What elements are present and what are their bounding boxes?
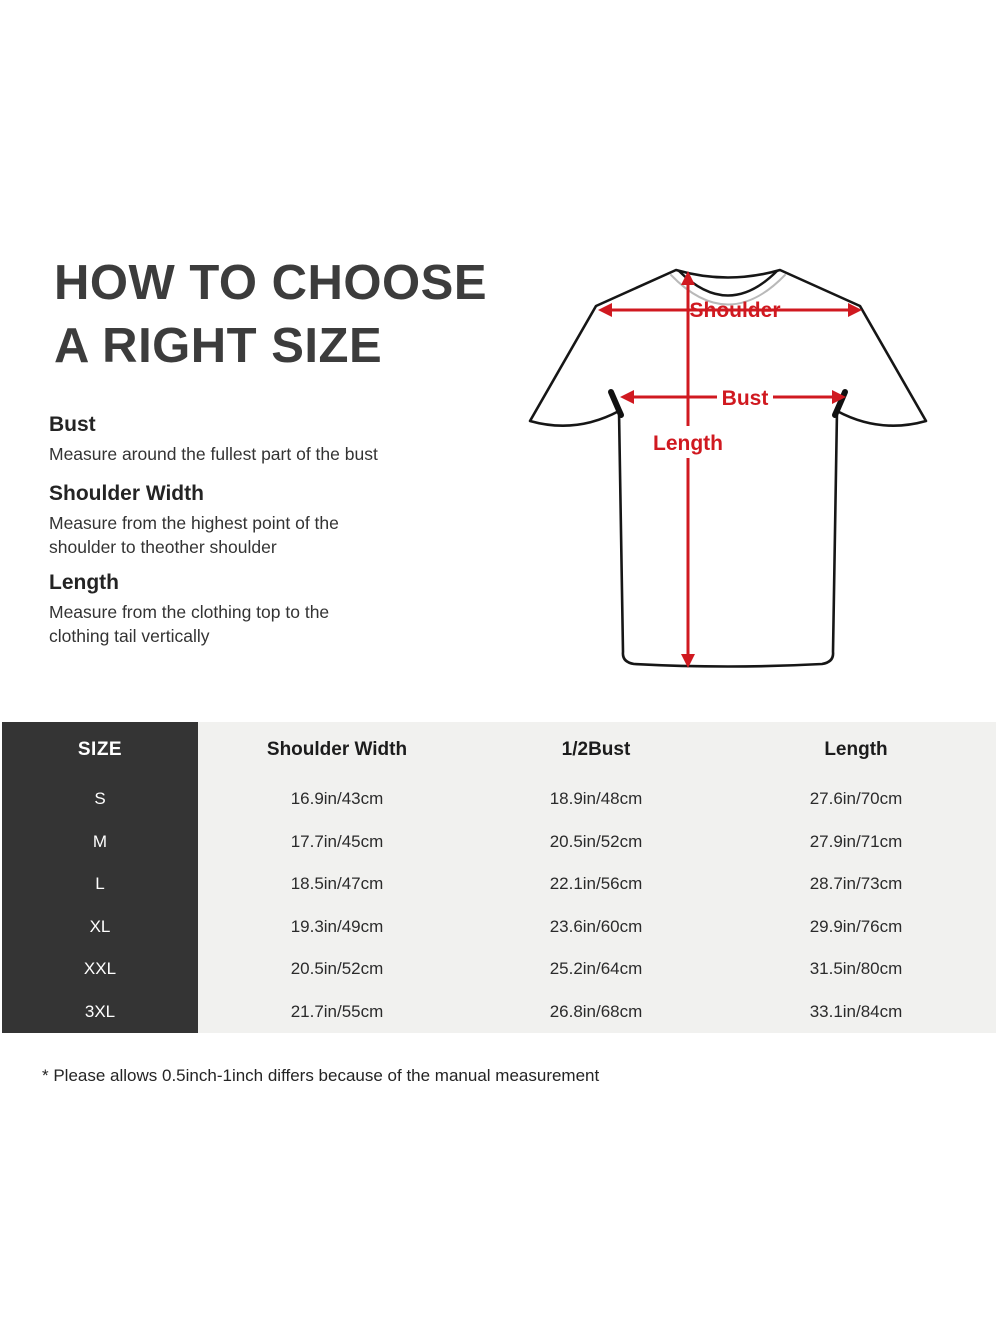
instruction-bust-text: Measure around the fullest part of the bust (49, 444, 378, 464)
size-chart-table (2, 722, 996, 1033)
instruction-length-text-line1: Measure from the clothing top to the (49, 602, 330, 622)
instruction-length-text-line2: clothing tail vertically (49, 626, 210, 646)
row-s-length: 27.6in/70cm (716, 778, 996, 821)
instruction-shoulder-text-line2: shoulder to theother shoulder (49, 537, 277, 557)
tshirt-outline (530, 270, 926, 667)
row-xl-bust: 23.6in/60cm (476, 906, 716, 949)
row-xl-shoulder: 19.3in/49cm (198, 906, 476, 949)
row-l-shoulder: 18.5in/47cm (198, 863, 476, 906)
row-xl-length: 29.9in/76cm (716, 906, 996, 949)
bust-arrow-label: Bust (721, 387, 769, 410)
row-s-bust: 18.9in/48cm (476, 778, 716, 821)
row-m-shoulder: 17.7in/45cm (198, 821, 476, 864)
row-s-shoulder: 16.9in/43cm (198, 778, 476, 821)
row-xxl-size: XXL (2, 948, 198, 991)
row-l-length: 28.7in/73cm (716, 863, 996, 906)
instruction-bust-heading: Bust (49, 413, 96, 436)
tshirt-diagram-svg (528, 258, 928, 673)
table-header-length: Length (716, 722, 996, 778)
row-m-size: M (2, 821, 198, 864)
page-title-line2: A RIGHT SIZE (54, 319, 383, 373)
instruction-shoulder-heading: Shoulder Width (49, 482, 204, 505)
instruction-length (49, 571, 329, 648)
table-header-size: SIZE (2, 722, 198, 778)
row-xxl-shoulder: 20.5in/52cm (198, 948, 476, 991)
row-l-bust: 22.1in/56cm (476, 863, 716, 906)
row-3xl-shoulder: 21.7in/55cm (198, 991, 476, 1034)
table-header-shoulder-width: Shoulder Width (198, 722, 476, 778)
row-m-bust: 20.5in/52cm (476, 821, 716, 864)
measurement-disclaimer: * Please allows 0.5inch-1inch differs because of the manual measurement (42, 1066, 600, 1085)
row-xxl-length: 31.5in/80cm (716, 948, 996, 991)
row-3xl-length: 33.1in/84cm (716, 991, 996, 1034)
row-xl-size: XL (2, 906, 198, 949)
shoulder-arrow-label: Shoulder (689, 299, 781, 322)
length-arrow-label: Length (653, 432, 723, 455)
table-header-half-bust: 1/2Bust (476, 722, 716, 778)
row-xxl-bust: 25.2in/64cm (476, 948, 716, 991)
row-s-size: S (2, 778, 198, 821)
tshirt-measurement-diagram (528, 258, 928, 673)
instruction-shoulder-width (49, 482, 339, 559)
row-3xl-bust: 26.8in/68cm (476, 991, 716, 1034)
row-3xl-size: 3XL (2, 991, 198, 1034)
instruction-shoulder-text-line1: Measure from the highest point of the (49, 513, 339, 533)
instruction-length-heading: Length (49, 571, 119, 594)
page-title (54, 252, 487, 378)
instruction-bust (49, 413, 378, 466)
row-m-length: 27.9in/71cm (716, 821, 996, 864)
row-l-size: L (2, 863, 198, 906)
page-title-line1: HOW TO CHOOSE (54, 256, 488, 310)
